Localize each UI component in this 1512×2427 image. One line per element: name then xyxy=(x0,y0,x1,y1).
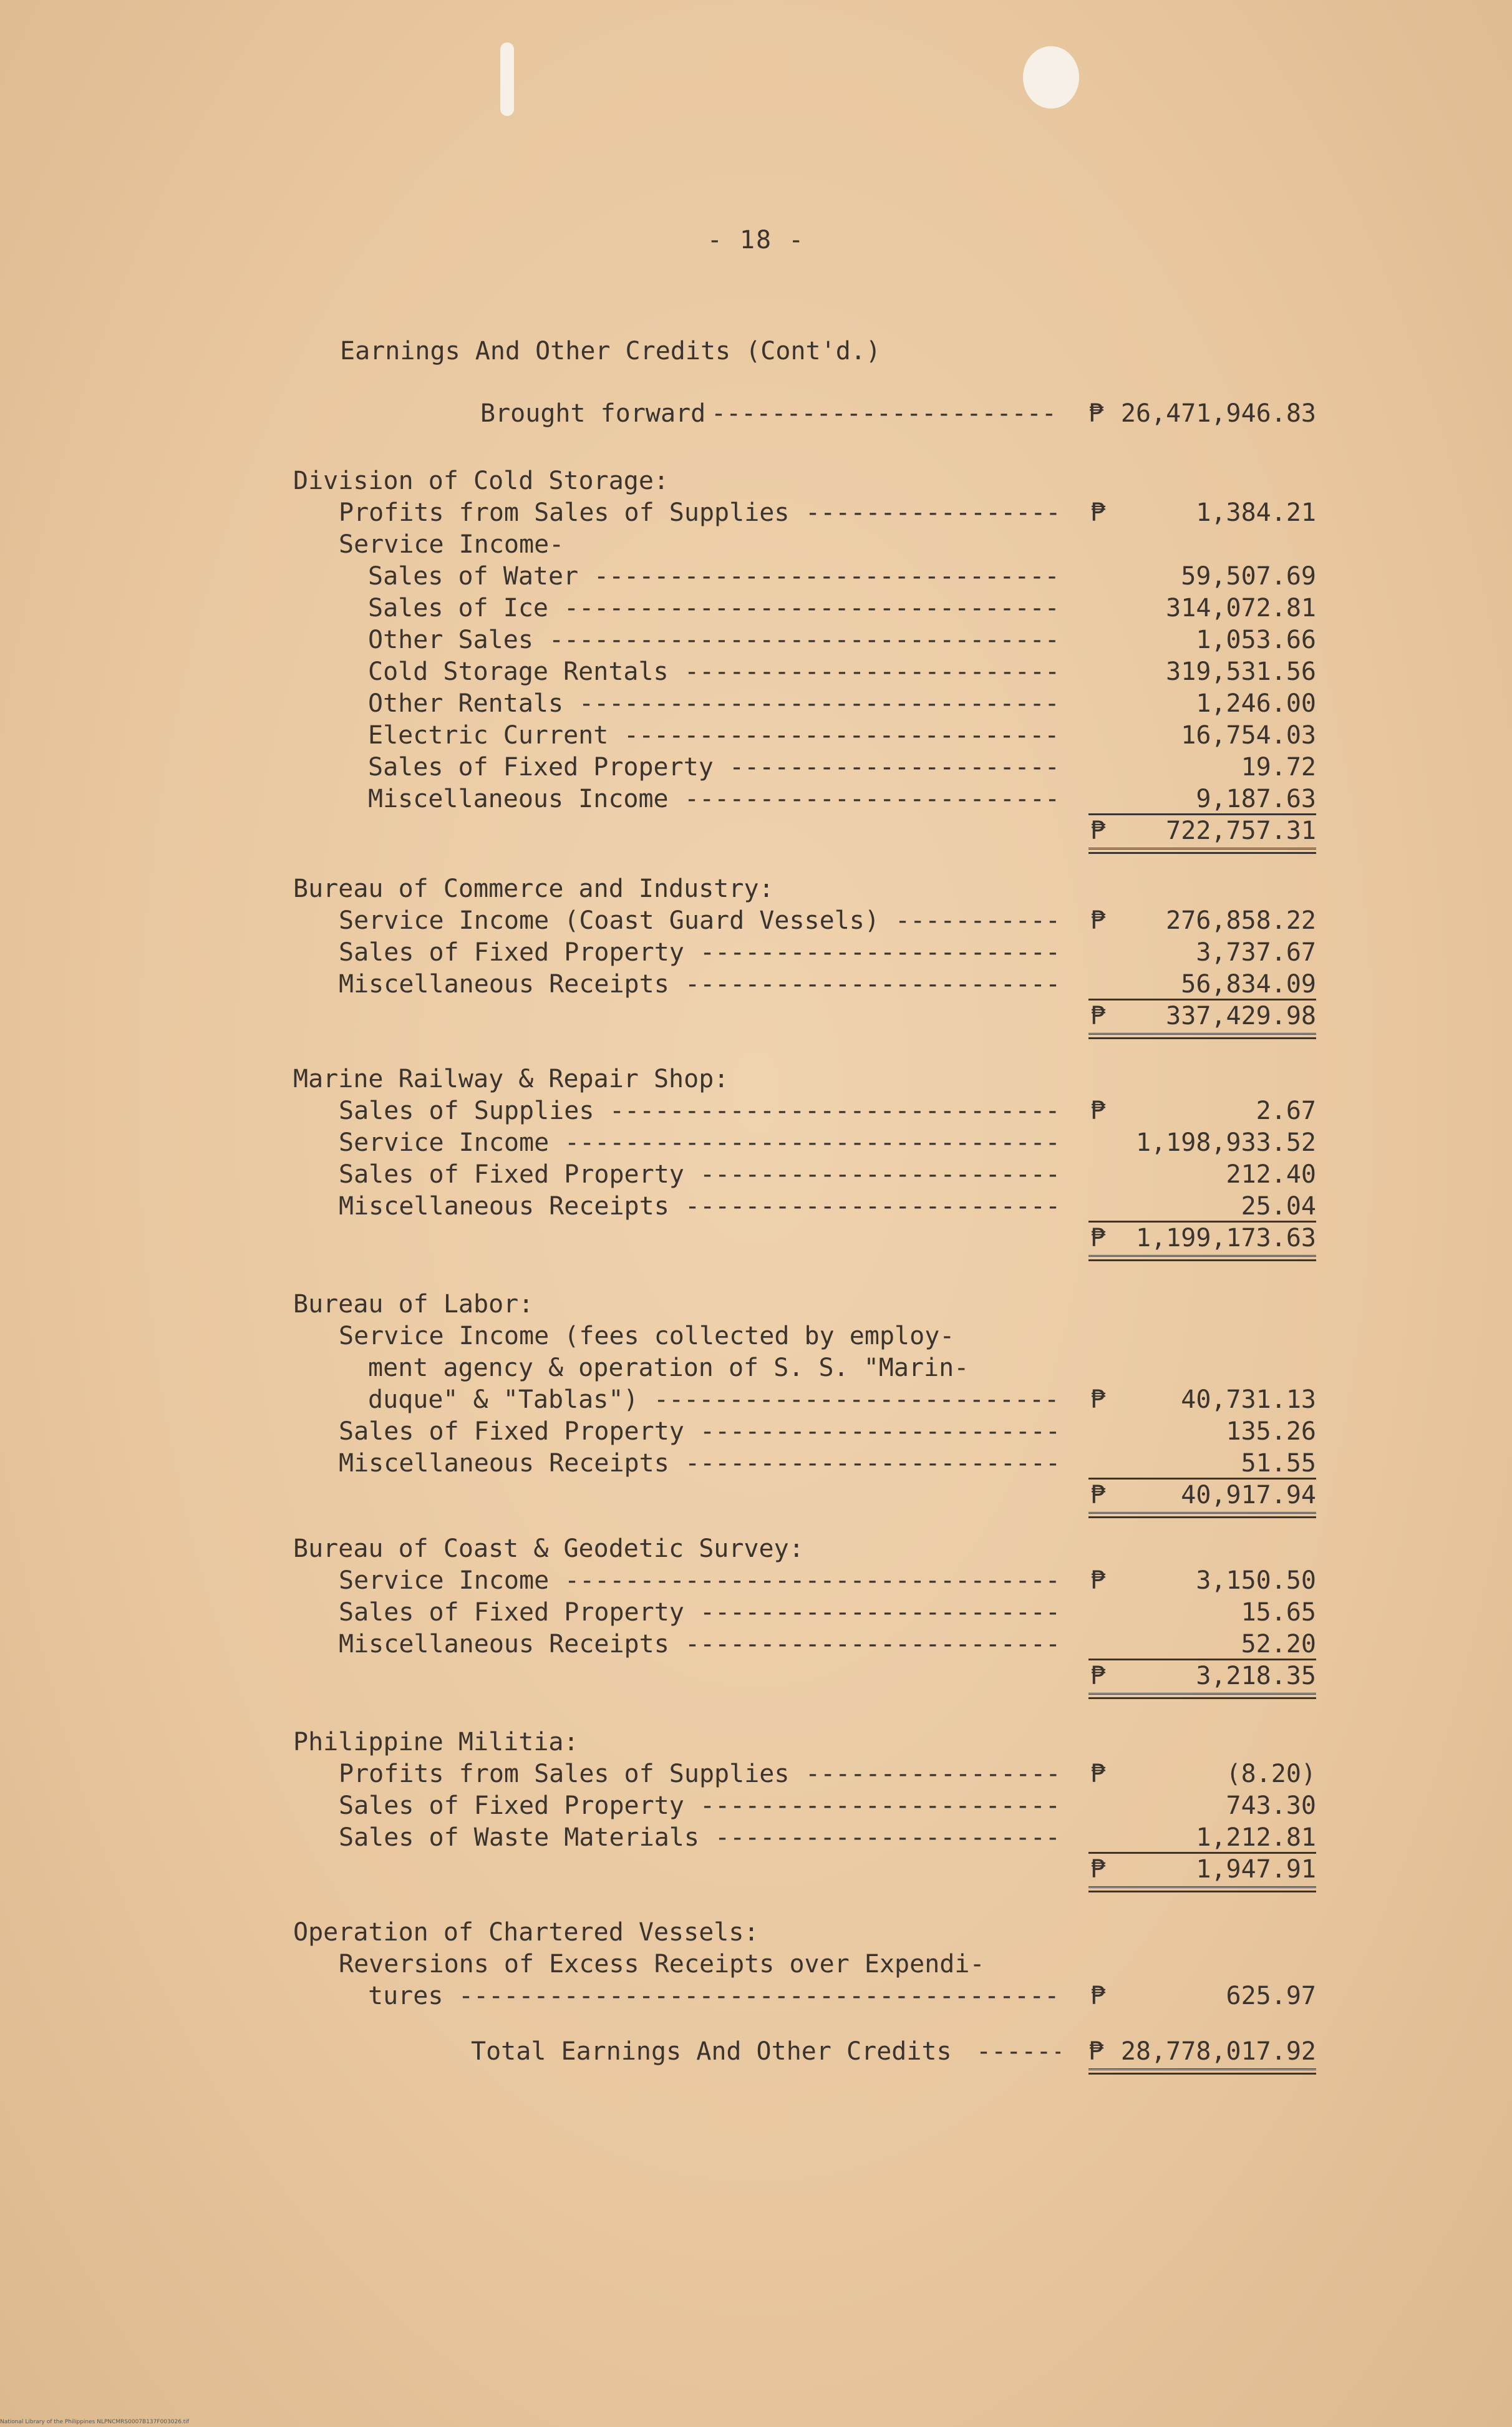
grand-total-row xyxy=(293,2037,1316,2069)
peso-sign: ₱ xyxy=(1090,1002,1106,1030)
row-amount: 3,737.67 xyxy=(1196,938,1316,967)
row-label: Service Income (Coast Guard Vessels) xyxy=(339,906,880,935)
section-total-row xyxy=(293,816,1316,848)
row-label: Reversions of Excess Receipts over Expendi- xyxy=(339,1950,985,1979)
leader-dots xyxy=(549,626,1060,654)
row-label: Electric Current xyxy=(368,721,609,750)
peso-sign: ₱ xyxy=(1090,1097,1106,1125)
leader-dots xyxy=(565,1128,1060,1157)
row-label: Service Income xyxy=(339,1128,550,1157)
row-amount: 15.65 xyxy=(1241,1598,1316,1627)
ledger-row xyxy=(293,562,1316,594)
ledger-row xyxy=(293,1354,1316,1385)
row-amount: 1,384.21 xyxy=(1196,498,1316,527)
leader-dots xyxy=(685,1630,1060,1659)
row-label: Miscellaneous Receipts xyxy=(339,1192,669,1221)
row-amount: 319,531.56 xyxy=(1166,657,1316,686)
punch-hole-right xyxy=(1023,46,1079,109)
row-label: Other Rentals xyxy=(368,689,564,718)
row-amount: 625.97 xyxy=(1226,1982,1316,2010)
ledger-row xyxy=(293,530,1316,562)
leader-dots xyxy=(685,1449,1060,1478)
ledger-row xyxy=(293,1760,1316,1791)
section-title xyxy=(293,1290,1316,1322)
leader-dots xyxy=(564,594,1060,622)
row-label: Miscellaneous Receipts xyxy=(339,1630,669,1659)
peso-sign: ₱ xyxy=(1090,1385,1106,1414)
section-title-text: Philippine Militia: xyxy=(293,1728,579,1756)
ledger-row xyxy=(293,1097,1316,1128)
row-label: tures xyxy=(368,1982,443,2010)
leader-dots xyxy=(684,785,1060,813)
row-label: Sales of Water xyxy=(368,562,579,591)
leader-dots xyxy=(715,1823,1060,1852)
leader-dots xyxy=(654,1385,1060,1414)
row-label: Sales of Ice xyxy=(368,594,548,622)
row-amount: 743.30 xyxy=(1226,1791,1316,1820)
leader-dots xyxy=(700,1160,1060,1189)
peso-sign: ₱ xyxy=(1090,1481,1106,1509)
row-amount: 1,212.81 xyxy=(1088,1823,1316,1854)
section-total-amount: 1,947.91 xyxy=(1196,1855,1316,1884)
ledger-section xyxy=(293,1065,1316,1256)
ledger-row xyxy=(293,1823,1316,1855)
ledger-row xyxy=(293,1128,1316,1160)
ledger-row xyxy=(293,1322,1316,1354)
section-total-row xyxy=(293,1481,1316,1513)
ledger-row xyxy=(293,1982,1316,2013)
ledger-row xyxy=(293,1160,1316,1192)
section-title-text: Bureau of Coast & Geodetic Survey: xyxy=(293,1534,804,1563)
ledger-row xyxy=(293,498,1316,530)
brought-forward-label: Brought forward xyxy=(480,399,706,428)
row-amount: 40,731.13 xyxy=(1181,1385,1316,1414)
row-label: Miscellaneous Receipts xyxy=(339,1449,669,1478)
ledger-row xyxy=(293,970,1316,1002)
leader-dots xyxy=(685,1192,1060,1221)
brought-forward-row xyxy=(293,399,1316,431)
ledger-row xyxy=(293,1449,1316,1481)
leader-dots xyxy=(685,970,1060,999)
ledger-section xyxy=(293,1728,1316,1887)
double-underline xyxy=(1088,2068,1316,2075)
archive-footer-note: National Library of the Philippines NLPNCMRS0007B137F003026.tif xyxy=(0,2419,189,2425)
ledger-row xyxy=(293,689,1316,721)
peso-sign: ₱ xyxy=(1090,1760,1106,1788)
row-amount: 19.72 xyxy=(1241,753,1316,782)
leader-dots xyxy=(700,1791,1060,1820)
row-amount: 1,246.00 xyxy=(1196,689,1316,718)
ledger-row xyxy=(293,1417,1316,1449)
ledger-row xyxy=(293,594,1316,626)
ledger-row xyxy=(293,938,1316,970)
row-label: Service Income xyxy=(339,1566,550,1595)
section-total-amount: 337,429.98 xyxy=(1166,1002,1316,1030)
ledger-row xyxy=(293,1598,1316,1630)
leader-dots xyxy=(579,689,1060,718)
ledger-section xyxy=(293,1534,1316,1693)
ledger-section xyxy=(293,1918,1316,2013)
row-label: Service Income (fees collected by employ- xyxy=(339,1322,955,1350)
row-label: Sales of Fixed Property xyxy=(339,1598,684,1627)
row-label: Sales of Fixed Property xyxy=(368,753,714,782)
row-amount: 212.40 xyxy=(1226,1160,1316,1189)
peso-sign: ₱ xyxy=(1090,498,1106,527)
leader-dots xyxy=(700,1598,1060,1627)
row-amount: 56,834.09 xyxy=(1088,970,1316,1000)
leader-dots xyxy=(609,1097,1060,1125)
ledger-row xyxy=(293,657,1316,689)
ledger-row xyxy=(293,1192,1316,1224)
row-amount: 1,198,933.52 xyxy=(1136,1128,1316,1157)
section-title xyxy=(293,1728,1316,1760)
row-label: Profits from Sales of Supplies xyxy=(339,498,790,527)
section-total-row xyxy=(293,1855,1316,1887)
section-title xyxy=(293,1918,1316,1950)
section-title xyxy=(293,467,1316,498)
row-amount: 16,754.03 xyxy=(1181,721,1316,750)
leader-dots xyxy=(805,498,1060,527)
section-title-text: Operation of Chartered Vessels: xyxy=(293,1918,759,1947)
row-label: ment agency & operation of S. S. "Marin- xyxy=(368,1354,969,1382)
peso-sign: ₱ xyxy=(1090,1662,1106,1690)
peso-sign: ₱ xyxy=(1090,1855,1106,1884)
row-amount: 51.55 xyxy=(1088,1449,1316,1480)
peso-sign: ₱ xyxy=(1090,1982,1106,2010)
section-total-row xyxy=(293,1224,1316,1256)
row-amount: 25.04 xyxy=(1088,1192,1316,1223)
section-title-text: Bureau of Commerce and Industry: xyxy=(293,874,774,903)
row-label: duque" & "Tablas") xyxy=(368,1385,639,1414)
row-amount: 3,150.50 xyxy=(1196,1566,1316,1595)
row-label: Miscellaneous Income xyxy=(368,785,669,813)
row-label: Sales of Fixed Property xyxy=(339,1417,684,1446)
row-amount: 135.26 xyxy=(1226,1417,1316,1446)
peso-sign: ₱ xyxy=(1090,1566,1106,1595)
row-label: Sales of Waste Materials xyxy=(339,1823,699,1852)
row-amount: 314,072.81 xyxy=(1166,594,1316,622)
row-amount: 2.67 xyxy=(1256,1097,1316,1125)
leader-dots xyxy=(458,1982,1060,2010)
row-label: Sales of Fixed Property xyxy=(339,938,684,967)
brought-forward-amount: 26,471,946.83 xyxy=(1120,399,1316,428)
peso-sign: ₱ xyxy=(1088,2037,1104,2066)
section-total-amount: 3,218.35 xyxy=(1196,1662,1316,1690)
leader-dots xyxy=(700,1417,1060,1446)
peso-sign: ₱ xyxy=(1088,399,1104,428)
double-underline xyxy=(1088,1033,1316,1039)
leader-dots xyxy=(895,906,1060,935)
peso-sign: ₱ xyxy=(1090,906,1106,935)
ledger-row xyxy=(293,753,1316,785)
peso-sign: ₱ xyxy=(1090,1224,1106,1252)
row-label: Other Sales xyxy=(368,626,533,654)
ledger-section xyxy=(293,1290,1316,1513)
double-underline xyxy=(1088,1512,1316,1518)
section-total-amount: 40,917.94 xyxy=(1181,1481,1316,1509)
page-heading: Earnings And Other Credits (Cont'd.) xyxy=(340,337,881,366)
section-total-amount: 1,199,173.63 xyxy=(1136,1224,1316,1252)
double-underline xyxy=(1088,1886,1316,1892)
ledger-section xyxy=(293,467,1316,848)
double-underline xyxy=(1088,848,1316,854)
ledger-row xyxy=(293,1385,1316,1417)
leader-dots xyxy=(711,399,1057,428)
row-label: Sales of Supplies xyxy=(339,1097,594,1125)
ledger-section xyxy=(293,874,1316,1034)
section-title-text: Bureau of Labor: xyxy=(293,1290,534,1319)
row-label: Miscellaneous Receipts xyxy=(339,970,669,999)
row-amount: 9,187.63 xyxy=(1088,785,1316,815)
section-total-amount: 722,757.31 xyxy=(1166,816,1316,845)
row-label: Cold Storage Rentals xyxy=(368,657,669,686)
row-amount: 52.20 xyxy=(1088,1630,1316,1660)
ledger-row xyxy=(293,1566,1316,1598)
ledger-row xyxy=(293,1950,1316,1982)
section-title-text: Division of Cold Storage: xyxy=(293,467,669,495)
leader-dots xyxy=(729,753,1060,782)
row-label: Sales of Fixed Property xyxy=(339,1160,684,1189)
ledger-row xyxy=(293,1791,1316,1823)
section-title xyxy=(293,1065,1316,1097)
leader-dots xyxy=(976,2037,1060,2066)
ledger-row xyxy=(293,906,1316,938)
section-title-text: Marine Railway & Repair Shop: xyxy=(293,1065,729,1093)
peso-sign: ₱ xyxy=(1090,816,1106,845)
punch-hole-left xyxy=(500,42,514,116)
grand-total-amount: 28,778,017.92 xyxy=(1120,2037,1316,2066)
double-underline xyxy=(1088,1255,1316,1261)
leader-dots xyxy=(624,721,1060,750)
leader-dots xyxy=(594,562,1060,591)
section-title xyxy=(293,1534,1316,1566)
ledger-row xyxy=(293,1630,1316,1662)
ledger-row xyxy=(293,626,1316,657)
ledger-row xyxy=(293,785,1316,816)
row-amount: (8.20) xyxy=(1226,1760,1316,1788)
section-title xyxy=(293,874,1316,906)
leader-dots xyxy=(684,657,1060,686)
row-label: Service Income- xyxy=(339,530,565,559)
row-amount: 276,858.22 xyxy=(1166,906,1316,935)
double-underline xyxy=(1088,1693,1316,1699)
section-total-row xyxy=(293,1662,1316,1693)
row-amount: 59,507.69 xyxy=(1181,562,1316,591)
ledger-row xyxy=(293,721,1316,753)
leader-dots xyxy=(565,1566,1060,1595)
row-label: Sales of Fixed Property xyxy=(339,1791,684,1820)
section-total-row xyxy=(293,1002,1316,1034)
page-number: - 18 - xyxy=(707,226,805,254)
leader-dots xyxy=(805,1760,1060,1788)
row-label: Profits from Sales of Supplies xyxy=(339,1760,790,1788)
grand-total-label: Total Earnings And Other Credits xyxy=(471,2037,952,2066)
row-amount: 1,053.66 xyxy=(1196,626,1316,654)
leader-dots xyxy=(700,938,1060,967)
